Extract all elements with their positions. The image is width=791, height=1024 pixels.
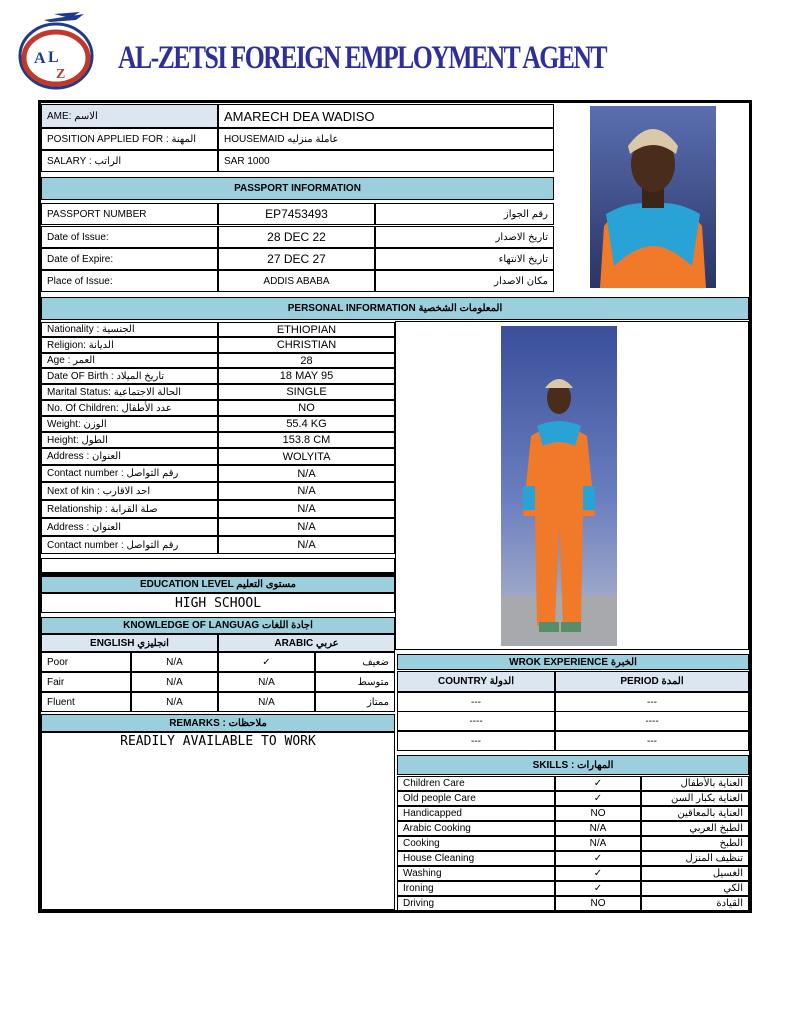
skill-row-name: Handicapped: [397, 806, 555, 821]
passport-row-value: EP7453493: [218, 203, 375, 225]
language-row-english: N/A: [131, 672, 218, 692]
skill-row-value: N/A: [555, 821, 641, 836]
skill-row-value: NO: [555, 806, 641, 821]
personal-row-value: N/A: [218, 518, 395, 536]
personal-row-label: Date OF Birth : تاريخ الميلاد: [41, 368, 218, 384]
skill-row-name: Children Care: [397, 776, 555, 791]
experience-period-header: PERIOD المدة: [555, 671, 749, 692]
svg-text:Z: Z: [56, 67, 66, 82]
personal-row-value: ETHIOPIAN: [218, 322, 395, 337]
experience-country-header: COUNTRY الدولة: [397, 671, 555, 692]
skill-row-name: House Cleaning: [397, 851, 555, 866]
language-row-level: Fair: [41, 672, 131, 692]
experience-row-country: ---: [397, 731, 555, 751]
experience-row-country: ---: [397, 692, 555, 712]
passport-row-arabic: تاريخ الانتهاء: [375, 248, 554, 270]
language-row-english: N/A: [131, 652, 218, 672]
experience-header: WROK EXPERIENCE الخبرة: [397, 654, 749, 670]
personal-row-label: Age : العمر: [41, 353, 218, 368]
skill-row-value: ✓: [555, 776, 641, 791]
skill-row-value: ✓: [555, 851, 641, 866]
skill-row-value: N/A: [555, 836, 641, 851]
salary-value: SAR 1000: [218, 150, 554, 172]
passport-row-arabic: رقم الجواز: [375, 203, 554, 225]
skill-row-value: ✓: [555, 791, 641, 806]
skill-row-arabic: الطبخ: [641, 836, 749, 851]
passport-header: PASSPORT INFORMATION: [41, 177, 554, 200]
passport-row-label: PASSPORT NUMBER: [41, 203, 218, 225]
skill-row-name: Old people Care: [397, 791, 555, 806]
name-label: AME: الاسم: [41, 104, 218, 128]
passport-row-label: Date of Issue:: [41, 226, 218, 248]
personal-row-label: Contact number : رقم التواصل: [41, 536, 218, 554]
svg-text:L: L: [48, 49, 59, 66]
personal-row-value: N/A: [218, 536, 395, 554]
skill-row-arabic: الطبخ العربي: [641, 821, 749, 836]
skill-row-arabic: العناية بكبار السن: [641, 791, 749, 806]
language-row-arabic-level: ممتاز: [315, 692, 395, 712]
personal-row-label: Address : العنوان: [41, 518, 218, 536]
position-value: HOUSEMAID عاملة منزليه: [218, 128, 554, 150]
skill-row-name: Washing: [397, 866, 555, 881]
personal-row-value: N/A: [218, 500, 395, 518]
personal-row-label: Relationship : صلة القرابة: [41, 500, 218, 518]
personal-row-value: 18 MAY 95: [218, 368, 395, 384]
personal-row-label: Nationality : الجنسية: [41, 322, 218, 337]
personal-row-label: Address : العنوان: [41, 448, 218, 465]
passport-row-value: 27 DEC 27: [218, 248, 375, 270]
language-row-arabic-level: ضعيف: [315, 652, 395, 672]
experience-row-period: ---: [555, 731, 749, 751]
language-row-level: Poor: [41, 652, 131, 672]
personal-row-value: SINGLE: [218, 384, 395, 400]
language-row-arabic: N/A: [218, 692, 315, 712]
skill-row-name: Arabic Cooking: [397, 821, 555, 836]
remarks-box: [41, 732, 395, 910]
skill-row-value: NO: [555, 896, 641, 911]
skill-row-arabic: العناية بالأطفال: [641, 776, 749, 791]
remarks-header: REMARKS : ملاحظات: [41, 714, 395, 732]
personal-row-label: No. Of Children: عدد الأطفال: [41, 400, 218, 416]
skill-row-value: ✓: [555, 866, 641, 881]
remarks-value: READILY AVAILABLE TO WORK: [120, 734, 316, 749]
language-row-english: N/A: [131, 692, 218, 712]
skill-row-arabic: العناية بالمعاقين: [641, 806, 749, 821]
fullbody-photo: [501, 326, 617, 646]
passport-row-value: 28 DEC 22: [218, 226, 375, 248]
personal-row-value: 28: [218, 353, 395, 368]
skill-row-name: Ironing: [397, 881, 555, 896]
personal-row-label: Religion: الديانة: [41, 337, 218, 353]
personal-row-value: NO: [218, 400, 395, 416]
personal-row-label: Contact number : رقم التواصل: [41, 465, 218, 482]
skill-row-arabic: الغسيل: [641, 866, 749, 881]
experience-row-country: ----: [397, 711, 555, 731]
language-row-level: Fluent: [41, 692, 131, 712]
personal-row-label: Next of kin : احد الاقارب: [41, 482, 218, 500]
personal-row-value: CHRISTIAN: [218, 337, 395, 353]
portrait-photo: [590, 106, 716, 288]
skill-row-arabic: الكي: [641, 881, 749, 896]
arabic-header: ARABIC عربي: [218, 634, 395, 652]
education-value: HIGH SCHOOL: [41, 593, 395, 613]
name-value: AMARECH DEA WADISO: [218, 104, 554, 128]
education-header: EDUCATION LEVEL مستوى التعليم: [41, 576, 395, 593]
skill-row-value: ✓: [555, 881, 641, 896]
languages-header: KNOWLEDGE OF LANGUAG اجادة اللغات: [41, 617, 395, 634]
passport-row-value: ADDIS ABABA: [218, 270, 375, 292]
personal-row-value: 55.4 KG: [218, 416, 395, 432]
agency-title: AL-ZETSI FOREIGN EMPLOYMENT AGENT: [118, 40, 606, 76]
language-row-arabic: N/A: [218, 672, 315, 692]
passport-row-label: Place of Issue:: [41, 270, 218, 292]
skills-header: SKILLS : المهارات: [397, 755, 749, 775]
personal-row-label: Weight: الوزن: [41, 416, 218, 432]
skill-row-name: Cooking: [397, 836, 555, 851]
english-header: ENGLISH انجليزي: [41, 634, 218, 652]
salary-label: SALARY : الراتب: [41, 150, 218, 172]
position-label: POSITION APPLIED FOR : المهنة: [41, 128, 218, 150]
skill-row-arabic: القيادة: [641, 896, 749, 911]
language-row-arabic-level: متوسط: [315, 672, 395, 692]
skill-row-arabic: تنظيف المنزل: [641, 851, 749, 866]
personal-row-value: N/A: [218, 465, 395, 482]
skill-row-name: Driving: [397, 896, 555, 911]
personal-row-label: Height: الطول: [41, 432, 218, 448]
personal-empty-row: [41, 558, 395, 573]
experience-row-period: ----: [555, 711, 749, 731]
passport-row-arabic: تاريخ الاصدار: [375, 226, 554, 248]
personal-row-label: Marital Status: الحالة الاجتماعية: [41, 384, 218, 400]
personal-row-value: 153.8 CM: [218, 432, 395, 448]
personal-row-value: N/A: [218, 482, 395, 500]
svg-text:A: A: [34, 50, 46, 67]
experience-row-period: ---: [555, 692, 749, 712]
personal-row-value: WOLYITA: [218, 448, 395, 465]
language-row-arabic: ✓: [218, 652, 315, 672]
agency-logo: [14, 6, 104, 92]
personal-header: PERSONAL INFORMATION المعلومات الشخصية: [41, 297, 749, 320]
passport-row-label: Date of Expire:: [41, 248, 218, 270]
passport-row-arabic: مكان الاصدار: [375, 270, 554, 292]
